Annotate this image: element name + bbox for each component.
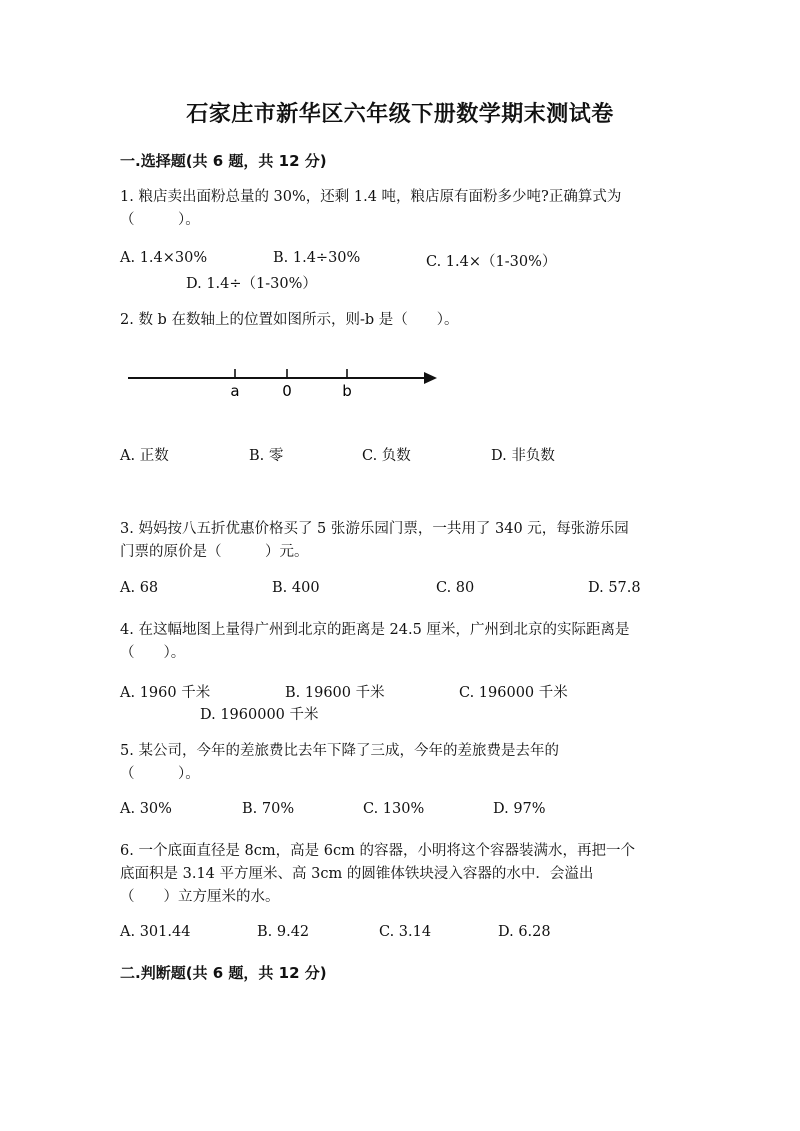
question-2-option-c[interactable]: C. 负数 [362, 448, 411, 464]
question-5 [120, 740, 680, 786]
number-line-arrow-icon [424, 372, 437, 384]
question-1 [120, 186, 680, 232]
question-6-line-2: 底面积是 3.14 平方厘米、高 3cm 的圆锥体铁块浸入容器的水中．会溢出 [120, 866, 594, 882]
question-6-option-c[interactable]: C. 3.14 [379, 924, 432, 940]
section-heading-choice: 一.选择题(共 6 题，共 12 分) [120, 152, 327, 170]
section-heading-judgment: 二.判断题(共 6 题，共 12 分) [120, 964, 327, 982]
question-4-line-2: （ ）。 [120, 645, 186, 661]
question-6-line-3: （ ）立方厘米的水。 [120, 889, 280, 905]
number-line-label-a: a [230, 382, 240, 400]
question-5-option-b[interactable]: B. 70% [242, 801, 295, 817]
question-1-option-a[interactable]: A. 1.4×30% [120, 250, 208, 266]
page-title: 石家庄市新华区六年级下册数学期末测试卷 [186, 102, 614, 127]
question-3-line-2: 门票的原价是（ ）元。 [120, 544, 309, 560]
question-5-option-d[interactable]: D. 97% [493, 801, 546, 817]
question-4 [120, 619, 680, 665]
question-4-option-a[interactable]: A. 1960 千米 [120, 685, 211, 701]
question-6 [120, 840, 680, 909]
question-5-line-1: 5. 某公司，今年的差旅费比去年下降了三成，今年的差旅费是去年的 [120, 743, 559, 759]
question-2 [120, 309, 680, 332]
question-6-option-a[interactable]: A. 301.44 [120, 924, 191, 940]
number-line-figure [125, 360, 445, 404]
question-2-option-d[interactable]: D. 非负数 [491, 448, 555, 464]
number-line-label-b: b [342, 382, 352, 400]
question-4-option-c[interactable]: C. 196000 千米 [459, 685, 568, 701]
question-5-line-2: （ ）。 [120, 766, 200, 782]
question-1-line-2: （ ）。 [120, 212, 200, 228]
question-6-option-d[interactable]: D. 6.28 [498, 924, 551, 940]
question-5-option-c[interactable]: C. 130% [363, 801, 425, 817]
question-1-option-d[interactable]: D. 1.4÷（1-30%） [186, 276, 317, 292]
question-1-option-b[interactable]: B. 1.4÷30% [273, 250, 361, 266]
question-3 [120, 518, 680, 564]
question-6-option-b[interactable]: B. 9.42 [257, 924, 310, 940]
question-6-line-1: 6. 一个底面直径是 8cm，高是 6cm 的容器，小明将这个容器装满水，再把一个 [120, 843, 635, 859]
question-3-option-d[interactable]: D. 57.8 [588, 580, 641, 596]
question-4-option-d[interactable]: D. 1960000 千米 [200, 707, 319, 723]
question-3-option-c[interactable]: C. 80 [436, 580, 475, 596]
question-2-option-b[interactable]: B. 零 [249, 448, 284, 464]
question-4-line-1: 4. 在这幅地图上量得广州到北京的距离是 24.5 厘米，广州到北京的实际距离是 [120, 622, 630, 638]
question-3-option-a[interactable]: A. 68 [120, 580, 159, 596]
question-1-line-1: 1. 粮店卖出面粉总量的 30%，还剩 1.4 吨，粮店原有面粉多少吨?正确算式为 [120, 189, 622, 205]
question-5-option-a[interactable]: A. 30% [120, 801, 172, 817]
question-2-option-a[interactable]: A. 正数 [120, 448, 169, 464]
question-3-line-1: 3. 妈妈按八五折优惠价格买了 5 张游乐园门票，一共用了 340 元，每张游乐园 [120, 521, 629, 537]
question-3-option-b[interactable]: B. 400 [272, 580, 320, 596]
question-1-option-c[interactable]: C. 1.4×（1-30%） [426, 254, 557, 270]
number-line-label-0: 0 [282, 382, 292, 400]
question-4-option-b[interactable]: B. 19600 千米 [285, 685, 385, 701]
question-2-line-1: 2. 数 b 在数轴上的位置如图所示，则-b 是（ ）。 [120, 312, 459, 328]
